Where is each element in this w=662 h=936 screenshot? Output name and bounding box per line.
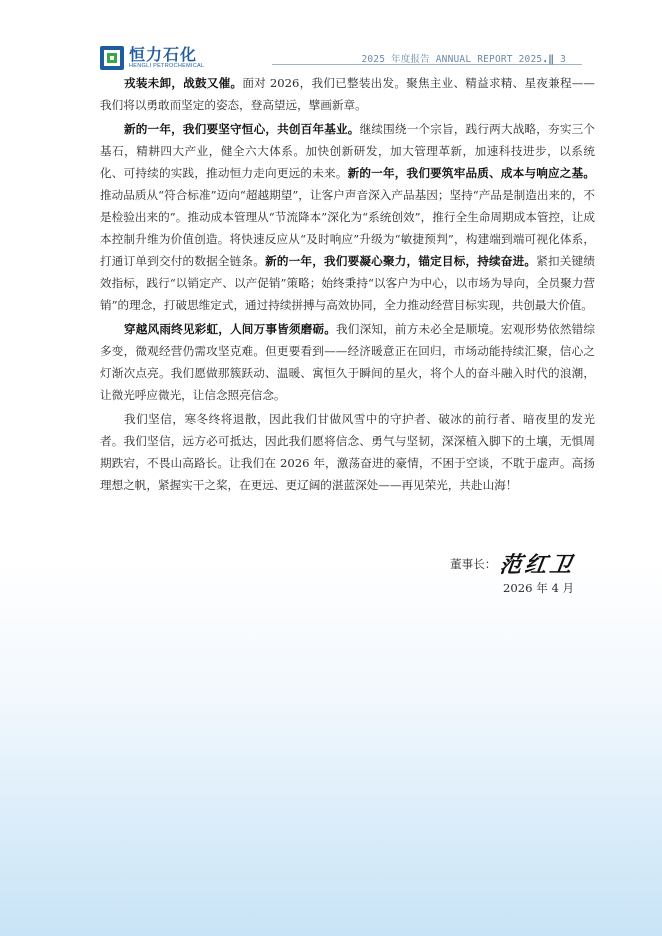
paragraph-2-text: 继续围绕一个宗旨，践行两大战略，夯实三个基石，精耕四大产业，健全六大体系。加快创新研发，加大管理革新，加速科技进步，以系统化、可持续的实践，推动恒力走向更远的未来。	[100, 122, 595, 180]
hengli-logo-icon	[100, 46, 124, 70]
header-separator: .‖	[542, 54, 555, 65]
paragraph-1-text: 面对 2026，我们已整装出发。聚焦主业、精益求精、星夜兼程——我们将以勇敢而坚定的姿态，登高望远，擘画新章。	[100, 76, 595, 112]
paragraph-2-lead-3: 新的一年，我们要凝心聚力，锚定目标，持续奋进。	[265, 254, 537, 268]
paragraph-2-lead: 新的一年，我们要坚守恒心，共创百年基业。	[124, 122, 360, 136]
paragraph-2-text-3: 紧扣关键绩效指标，践行“以销定产、以产促销”策略；始终秉持“以客户为中心，以市场为导向，全员聚力营销”的理念，打破思维定式，通过持续拼搏与高效协同，全力推动经营目标实现，共创最大价值。	[100, 254, 595, 312]
page-header	[0, 0, 662, 80]
report-header-label	[361, 51, 566, 65]
paragraph-2-lead-2: 新的一年，我们要筑牢品质、成本与响应之基。	[347, 166, 595, 180]
letter-body	[100, 72, 595, 496]
page-number: 3	[560, 54, 566, 65]
paragraph-2	[100, 118, 595, 316]
paragraph-4	[100, 408, 595, 496]
paragraph-2-text-2: 推动品质从“符合标准”迈向“超越期望”，让客户声音深入产品基因；坚持“产品是制造出来的，不是检验出来的”。推动成本管理从“节流降本”深化为“系统创效”，推行全生命周期成本管控，让成本控制升维为价值创造。将快速反应从“及时响应”升级为“敏捷预判”，构建端到端可视化体系，打通订单到交付的数据全链条。	[100, 188, 595, 268]
logo-cn-text: 恒力石化	[129, 45, 198, 64]
company-logo	[100, 46, 204, 70]
paragraph-3-lead: 穿越风雨终见彩虹，人间万事皆须磨砺。	[124, 322, 337, 336]
signature-block	[450, 548, 578, 579]
signature-date: 2026 年 4 月	[503, 581, 575, 595]
chairman-label: 董事长：	[450, 556, 497, 571]
paragraph-1-lead: 戎装未卸，战鼓又催。	[124, 76, 243, 90]
paragraph-3	[100, 318, 595, 406]
report-title: 2025 年度报告 ANNUAL REPORT 2025	[361, 54, 543, 65]
logo-en-text: HENGLI PETROCHEMICAL	[129, 63, 205, 69]
paragraph-3-text: 我们深知，前方未必全是顺境。宏观形势依然错综多变，微观经营仍需攻坚克难。但更要看到——经济暖意正在回归，市场动能持续汇聚，信心之灯渐次点亮。我们愿做那簇跃动、温暖、寓恒久于瞬间的星火，将个人的奋斗融入时代的浪潮，让微光呼应微光，让信念照亮信念。	[100, 322, 595, 402]
handwritten-signature: 范红卫	[498, 552, 578, 578]
paragraph-1	[100, 72, 595, 116]
paragraph-4-text: 我们坚信，寒冬终将退散，因此我们甘做风雪中的守护者、破冰的前行者、暗夜里的发光者。我们坚信，远方必可抵达，因此我们愿将信念、勇气与坚韧，深深植入脚下的土壤，无惧周期跌宕，不畏山高路长。让我们在 2026 年，激荡奋进的豪情，不困于空谈，不耽于虚声。高扬理想之帆，紧握实干之桨，在更远、更辽阔的湛蓝深处——再见荣光，共赴山海！	[100, 412, 595, 492]
